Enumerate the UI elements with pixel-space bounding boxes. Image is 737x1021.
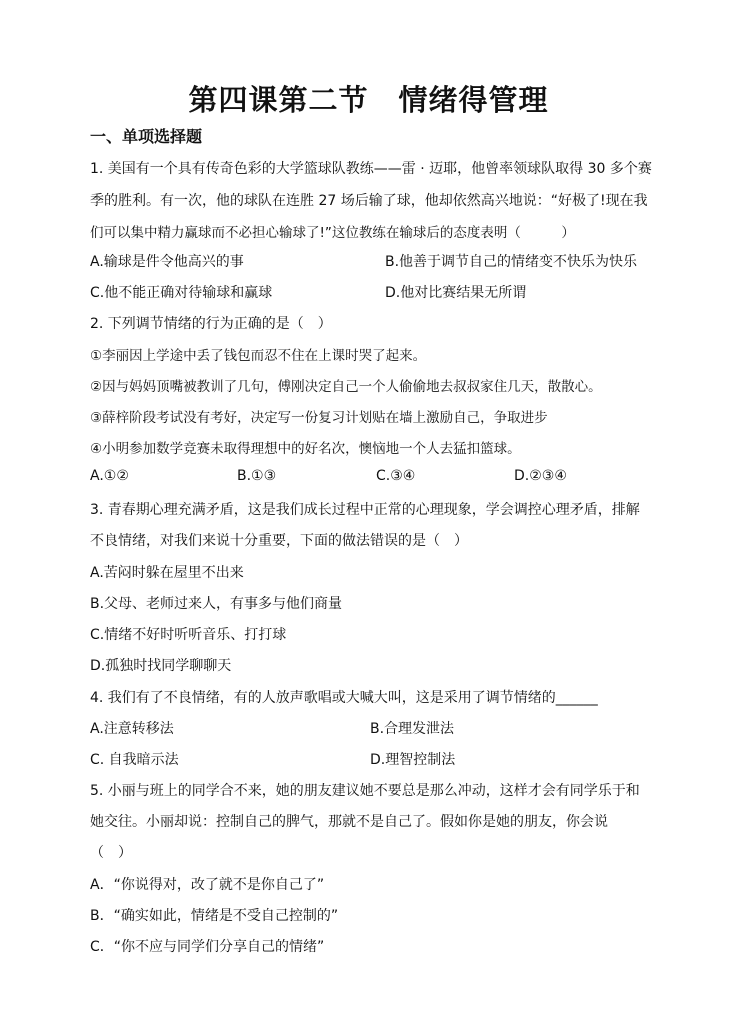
q2-statement-4: ④小明参加数学竞赛未取得理想中的好名次，懊恼地一个人去猛扣篮球。 [90,441,521,457]
q4-option-d: D.理智控制法 [370,752,456,768]
q2-option-a: A.①② [90,468,129,484]
q4-option-b: B.合理发泄法 [370,721,455,737]
q1-option-b: B.他善于调节自己的情绪变不快乐为快乐 [385,254,638,270]
q3-option-b: B.父母、老师过来人，有事多与他们商量 [90,596,343,612]
q3-option-a: A.苦闷时躲在屋里不出来 [90,565,244,581]
q2-statement-2: ②因与妈妈顶嘴被教训了几句，傅刚决定自己一个人偷偷地去叔叔家住几天，散散心。 [90,379,602,395]
q1-option-d: D.他对比赛结果无所谓 [385,285,527,301]
q5-line-2: 她交往。小丽却说：控制自己的脾气，那就不是自己了。假如你是她的朋友，你会说 [90,814,608,830]
q5-option-a: A．“你说得对，改了就不是你自己了” [90,877,325,893]
q3-option-c: C.情绪不好时听听音乐、打打球 [90,627,287,643]
q2-statement-3: ③薛梓阶段考试没有考好，决定写一份复习计划贴在墙上激励自己，争取进步 [90,410,548,426]
q2-option-c: C.③④ [376,468,416,484]
q1-line-2: 季的胜利。有一次，他的球队在连胜 27 场后输了球，他却依然高兴地说：“好极了!现在我 [90,193,648,209]
section-heading: 一、单项选择题 [90,127,203,146]
q4-option-c: C. 自我暗示法 [90,752,179,768]
q1-option-a: A.输球是件令他高兴的事 [90,254,244,270]
q4-line-1: 4. 我们有了不良情绪，有的人放声歌唱或大喊大叫，这是采用了调节情绪的______ [90,690,598,706]
q2-line-1: 2. 下列调节情绪的行为正确的是（ ） [90,316,332,332]
q3-line-1: 3. 青春期心理充满矛盾，这是我们成长过程中正常的心理现象，学会调控心理矛盾，排解 [90,502,640,518]
q1-option-c: C.他不能正确对待输球和赢球 [90,285,273,301]
q1-line-1: 1. 美国有一个具有传奇色彩的大学篮球队教练——雷 · 迈耶，他曾率领球队取得 30 多个赛 [90,161,652,177]
q2-statement-1: ①李丽因上学途中丢了钱包而忍不住在上课时哭了起来。 [90,348,427,364]
document-title: 第四课第二节 情绪得管理 [188,83,549,117]
q5-option-c: C．“你不应与同学们分享自己的情绪” [90,939,325,955]
q3-option-d: D.孤独时找同学聊聊天 [90,658,232,674]
q4-option-a: A.注意转移法 [90,721,174,737]
q5-option-b: B．“确实如此，情绪是不受自己控制的” [90,908,339,924]
q5-line-3: （ ） [90,845,132,861]
q1-line-3: 们可以集中精力赢球而不必担心输球了!”这位教练在输球后的态度表明（ ） [90,225,575,241]
q5-line-1: 5. 小丽与班上的同学合不来，她的朋友建议她不要总是那么冲动，这样才会有同学乐于和 [90,783,640,799]
q2-option-b: B.①③ [237,468,277,484]
q3-line-2: 不良情绪，对我们来说十分重要，下面的做法错误的是（ ） [90,533,468,549]
q2-option-d: D.②③④ [514,468,567,484]
